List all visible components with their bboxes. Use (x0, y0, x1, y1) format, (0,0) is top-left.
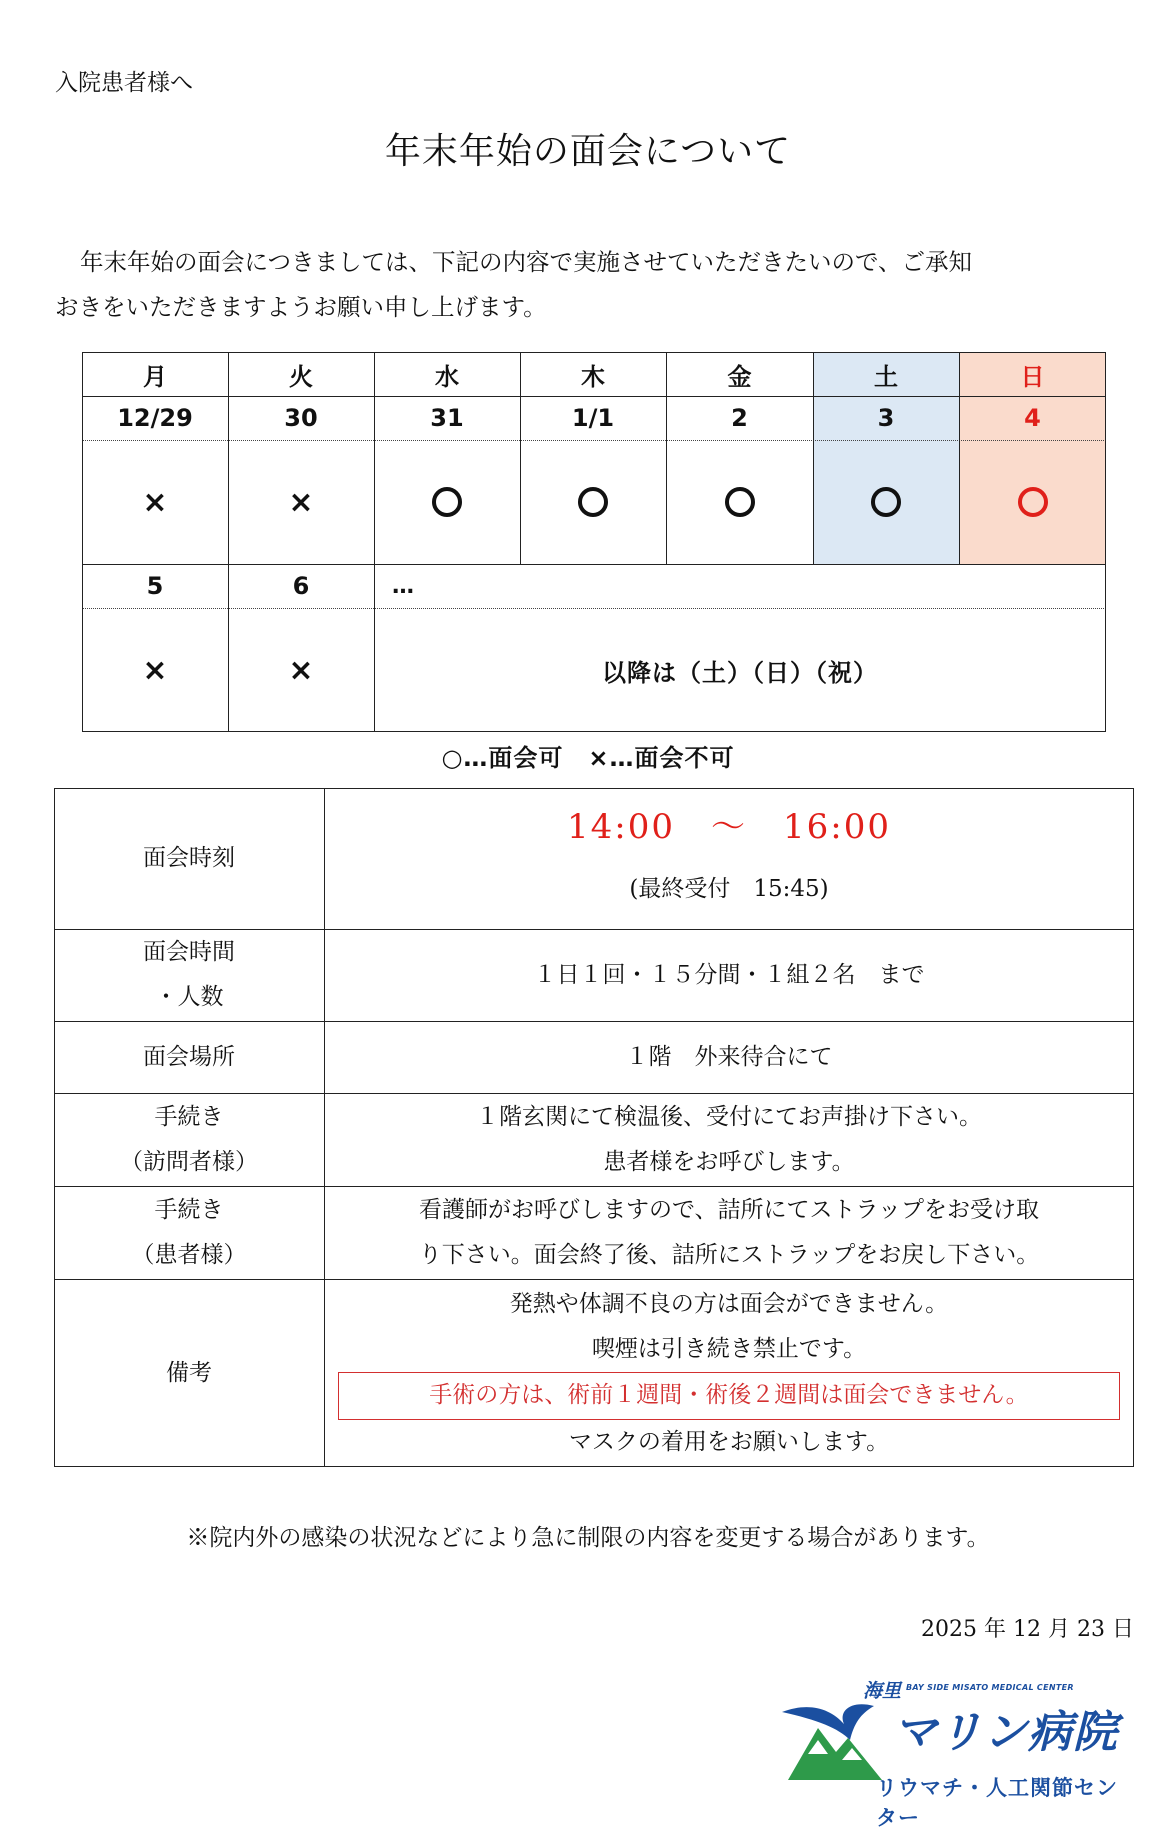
visitor-procedure-line-1: １階玄関にて検温後、受付にてお声掛け下さい。 (476, 1103, 982, 1130)
duration-value-text: １日１回・１５分間・１組２名 まで (533, 961, 925, 988)
circle-icon (578, 487, 608, 517)
visitor-procedure-value (324, 1093, 1134, 1186)
weekends-holidays-note: 以降は（土）（日）（祝） (602, 658, 878, 687)
duration-label (54, 929, 324, 1021)
logo-name: マリン病院 (893, 1707, 1118, 1758)
patient-procedure-line-2: り下さい。面会終了後、詰所にストラップをお戻し下さい。 (418, 1241, 1040, 1268)
legend: ○…面会可 ×…面会不可 (441, 744, 735, 772)
place-value (324, 1021, 1134, 1093)
intro-line-2: おきをいただきますようお願い申し上げます。 (55, 293, 547, 321)
available-mark (374, 440, 520, 564)
remarks-label (54, 1279, 324, 1467)
unavailable-mark: × (142, 484, 168, 520)
visit-info-table (54, 788, 1134, 1467)
date-cell: 31 (430, 404, 464, 432)
logo-subtitle: リウマチ・人工関節センター (876, 1776, 1118, 1830)
date-cell: 1/1 (571, 404, 615, 432)
patient-procedure-label-line-2: （患者様） (131, 1241, 247, 1268)
weekday-wed: 水 (435, 362, 459, 391)
weekday-sun: 日 (1020, 362, 1045, 391)
patient-procedure-label (54, 1186, 324, 1279)
time-label-text: 面会時刻 (143, 845, 235, 871)
date-cell: 6 (292, 572, 310, 600)
visit-schedule-table (82, 352, 1106, 732)
intro-line-1: 年末年始の面会につきましては、下記の内容で実施させていただきたいので、ご承知 (80, 248, 973, 276)
weekday-mon: 月 (143, 362, 167, 391)
last-reception: (最終受付 15:45) (629, 876, 829, 902)
page-title: 年末年始の面会について (384, 131, 792, 172)
unavailable-mark: × (142, 652, 168, 688)
intro-paragraph (55, 240, 1135, 330)
place-label (54, 1021, 324, 1093)
date-cell: 4 (1024, 404, 1041, 432)
issue-date: 2025 年 12 月 23 日 (921, 1617, 1134, 1642)
ellipsis-cell: … (392, 573, 414, 599)
remark-mask: マスクの着用をお願いします。 (568, 1428, 890, 1455)
available-mark (520, 440, 666, 564)
available-mark (959, 440, 1106, 564)
logo-tagline: BAY SIDE MISATO MEDICAL CENTER (906, 1683, 1074, 1692)
remark-smoking: 喫煙は引き続き禁止です。 (591, 1335, 867, 1362)
circle-icon (871, 487, 901, 517)
circle-icon (1018, 487, 1048, 517)
time-label (54, 788, 324, 929)
unavailable-mark: × (288, 652, 314, 688)
visitor-procedure-label-line-2: （訪問者様） (120, 1148, 258, 1175)
weekday-thu: 木 (581, 362, 605, 391)
addressee: 入院患者様へ (55, 70, 193, 96)
available-mark (813, 440, 959, 564)
duration-label-line-1: 面会時間 (143, 939, 235, 965)
logo-kanji-top: 海里 (863, 1680, 902, 1702)
duration-value (324, 929, 1134, 1021)
weekday-fri: 金 (727, 362, 752, 391)
circle-icon (432, 487, 462, 517)
change-notice: ※院内外の感染の状況などにより急に制限の内容を変更する場合があります。 (186, 1525, 990, 1551)
remarks-value (324, 1279, 1134, 1467)
visiting-hours: 14:00 ～ 16:00 (567, 807, 891, 847)
patient-procedure-line-1: 看護師がお呼びしますので、詰所にてストラップをお受け取 (418, 1196, 1040, 1223)
remark-surgery-boxed: 手術の方は、術前１週間・術後２週間は面会できません。 (338, 1372, 1120, 1420)
duration-label-line-2: ・人数 (154, 984, 224, 1010)
patient-procedure-label-line-1: 手続き (154, 1196, 224, 1223)
place-label-text: 面会場所 (143, 1043, 235, 1070)
date-cell: 12/29 (117, 404, 193, 432)
date-cell: 2 (731, 404, 748, 432)
unavailable-mark: × (288, 484, 314, 520)
patient-procedure-value (324, 1186, 1134, 1279)
available-mark (666, 440, 813, 564)
visitor-procedure-label-line-1: 手続き (154, 1103, 224, 1130)
visitor-procedure-label (54, 1093, 324, 1186)
visitor-procedure-line-2: 患者様をお呼びします。 (603, 1148, 855, 1175)
date-cell: 30 (284, 404, 318, 432)
weekday-tue: 火 (289, 362, 313, 391)
date-cell: 5 (146, 572, 164, 600)
weekday-sat: 土 (874, 362, 898, 391)
date-cell: 3 (877, 404, 895, 432)
time-value (324, 788, 1134, 929)
place-value-text: １階 外来待合にて (625, 1043, 833, 1070)
circle-icon (725, 487, 755, 517)
hospital-logo (778, 1668, 1128, 1830)
remark-fever: 発熱や体調不良の方は面会ができません。 (509, 1290, 949, 1317)
remarks-label-text: 備考 (166, 1359, 212, 1386)
